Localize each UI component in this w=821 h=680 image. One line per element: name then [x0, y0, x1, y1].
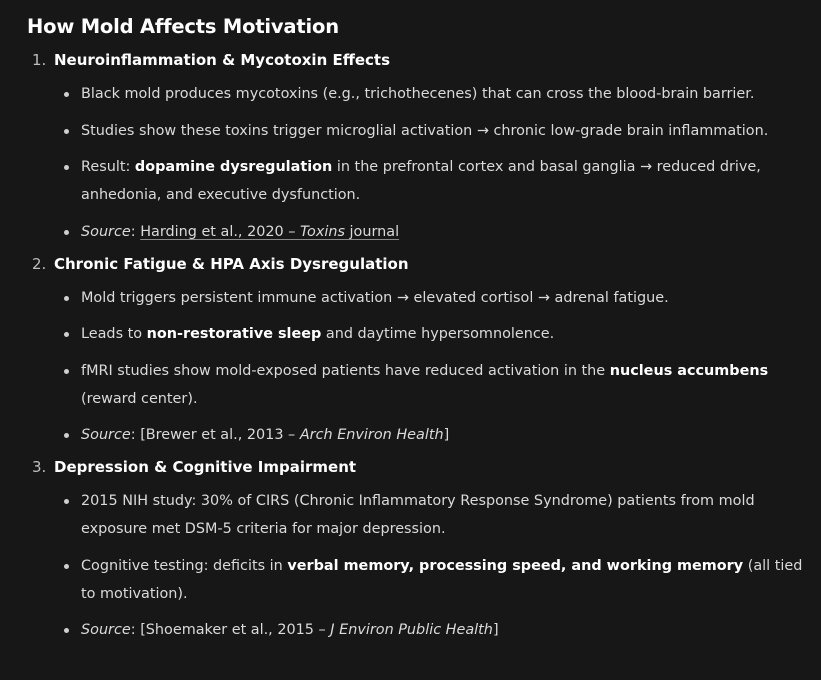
bullet-list: [54, 487, 807, 644]
list-section-3: [27, 455, 807, 644]
item-text: 2015 NIH study: 30% of CIRS (Chronic Inflammatory Response Syndrome) patients from mold exposure met DSM-5 criteria for major depression.: [81, 493, 755, 537]
bullet-list: [54, 284, 807, 450]
section-number: 3.: [32, 458, 47, 476]
list-section-1: [27, 48, 807, 246]
source-link[interactable]: [140, 224, 399, 240]
source-colon: :: [130, 427, 141, 443]
bullet-icon: [64, 369, 69, 374]
bold-term: nucleus accumbens: [609, 362, 769, 379]
bold-term: dopamine dysregulation: [134, 159, 333, 175]
bullet-icon: [64, 433, 69, 438]
source-item: [81, 616, 807, 644]
item-text-prefix: Leads to: [81, 326, 147, 342]
item-text: Black mold produces mycotoxins (e.g., trichothecenes) that can cross the blood-brain barrier.: [81, 86, 755, 102]
bullet-icon: [64, 129, 69, 134]
bold-term: non-restorative sleep: [146, 326, 322, 342]
list-item: [81, 552, 807, 608]
source-label: Source: [81, 427, 131, 443]
list-item: [81, 357, 807, 413]
section-number: 1.: [32, 51, 47, 69]
source-item: [81, 218, 807, 246]
response-content: [27, 12, 807, 644]
source-label: Source: [81, 622, 131, 638]
source-label: Source: [81, 223, 131, 240]
section-header: [32, 48, 807, 72]
item-text: Mold triggers persistent immune activation → elevated cortisol → adrenal fatigue.: [81, 289, 669, 306]
bullet-icon: [64, 92, 69, 97]
bullet-icon: [64, 296, 69, 301]
source-journal: Arch Environ Health: [299, 427, 444, 443]
list-item: [81, 117, 807, 145]
section-title: Depression & Cognitive Impairment: [54, 458, 357, 476]
item-text-prefix: Result:: [81, 159, 135, 175]
bullet-icon: [64, 628, 69, 633]
bullet-icon: [64, 165, 69, 170]
list-item: [81, 320, 807, 348]
source-journal: J Environ Public Health: [330, 622, 493, 638]
list-item: [81, 284, 807, 312]
section-title: Neuroinflammation & Mycotoxin Effects: [54, 51, 391, 69]
bullet-icon: [64, 332, 69, 337]
source-colon: :: [130, 622, 141, 638]
list-item: [81, 153, 807, 209]
item-text-suffix: (reward center).: [81, 390, 198, 407]
numbered-list: [27, 48, 807, 644]
source-close: ]: [443, 427, 450, 443]
item-text: Studies show these toxins trigger microglial activation → chronic low-grade brain inflammation.: [81, 122, 769, 139]
section-number: 2.: [32, 254, 47, 273]
source-link-text: Harding et al., 2020 –: [140, 223, 301, 240]
item-text-suffix: in the prefrontal cortex and basal ganglia → reduced drive, anhedonia, and executive dysfunction.: [81, 159, 761, 203]
source-close: ]: [492, 622, 499, 638]
section-header: [32, 455, 807, 479]
bullet-icon: [64, 230, 69, 235]
source-colon: :: [130, 223, 141, 240]
section-heading: How Mold Affects Motivation: [27, 15, 339, 38]
source-citation: [Brewer et al., 2013 –: [140, 427, 300, 443]
source-item: [81, 421, 807, 449]
item-text-prefix: Cognitive testing: deficits in: [81, 557, 288, 574]
list-item: [81, 487, 807, 543]
source-citation: [Shoemaker et al., 2015 –: [140, 622, 331, 638]
section-header: [32, 252, 807, 276]
bullet-icon: [64, 499, 69, 504]
item-text-suffix: (all tied to motivation).: [81, 557, 803, 602]
source-journal: Toxins: [300, 223, 345, 240]
source-link-suffix: journal: [344, 223, 400, 240]
item-text-prefix: fMRI studies show mold-exposed patients have reduced activation in the: [81, 362, 610, 379]
item-text-suffix: and daytime hypersomnolence.: [321, 326, 555, 342]
list-item: [81, 80, 807, 108]
list-section-2: [27, 252, 807, 450]
bold-term: verbal memory, processing speed, and working memory: [287, 557, 744, 574]
bullet-list: [54, 80, 807, 246]
bullet-icon: [64, 564, 69, 569]
section-title: Chronic Fatigue & HPA Axis Dysregulation: [54, 254, 409, 273]
